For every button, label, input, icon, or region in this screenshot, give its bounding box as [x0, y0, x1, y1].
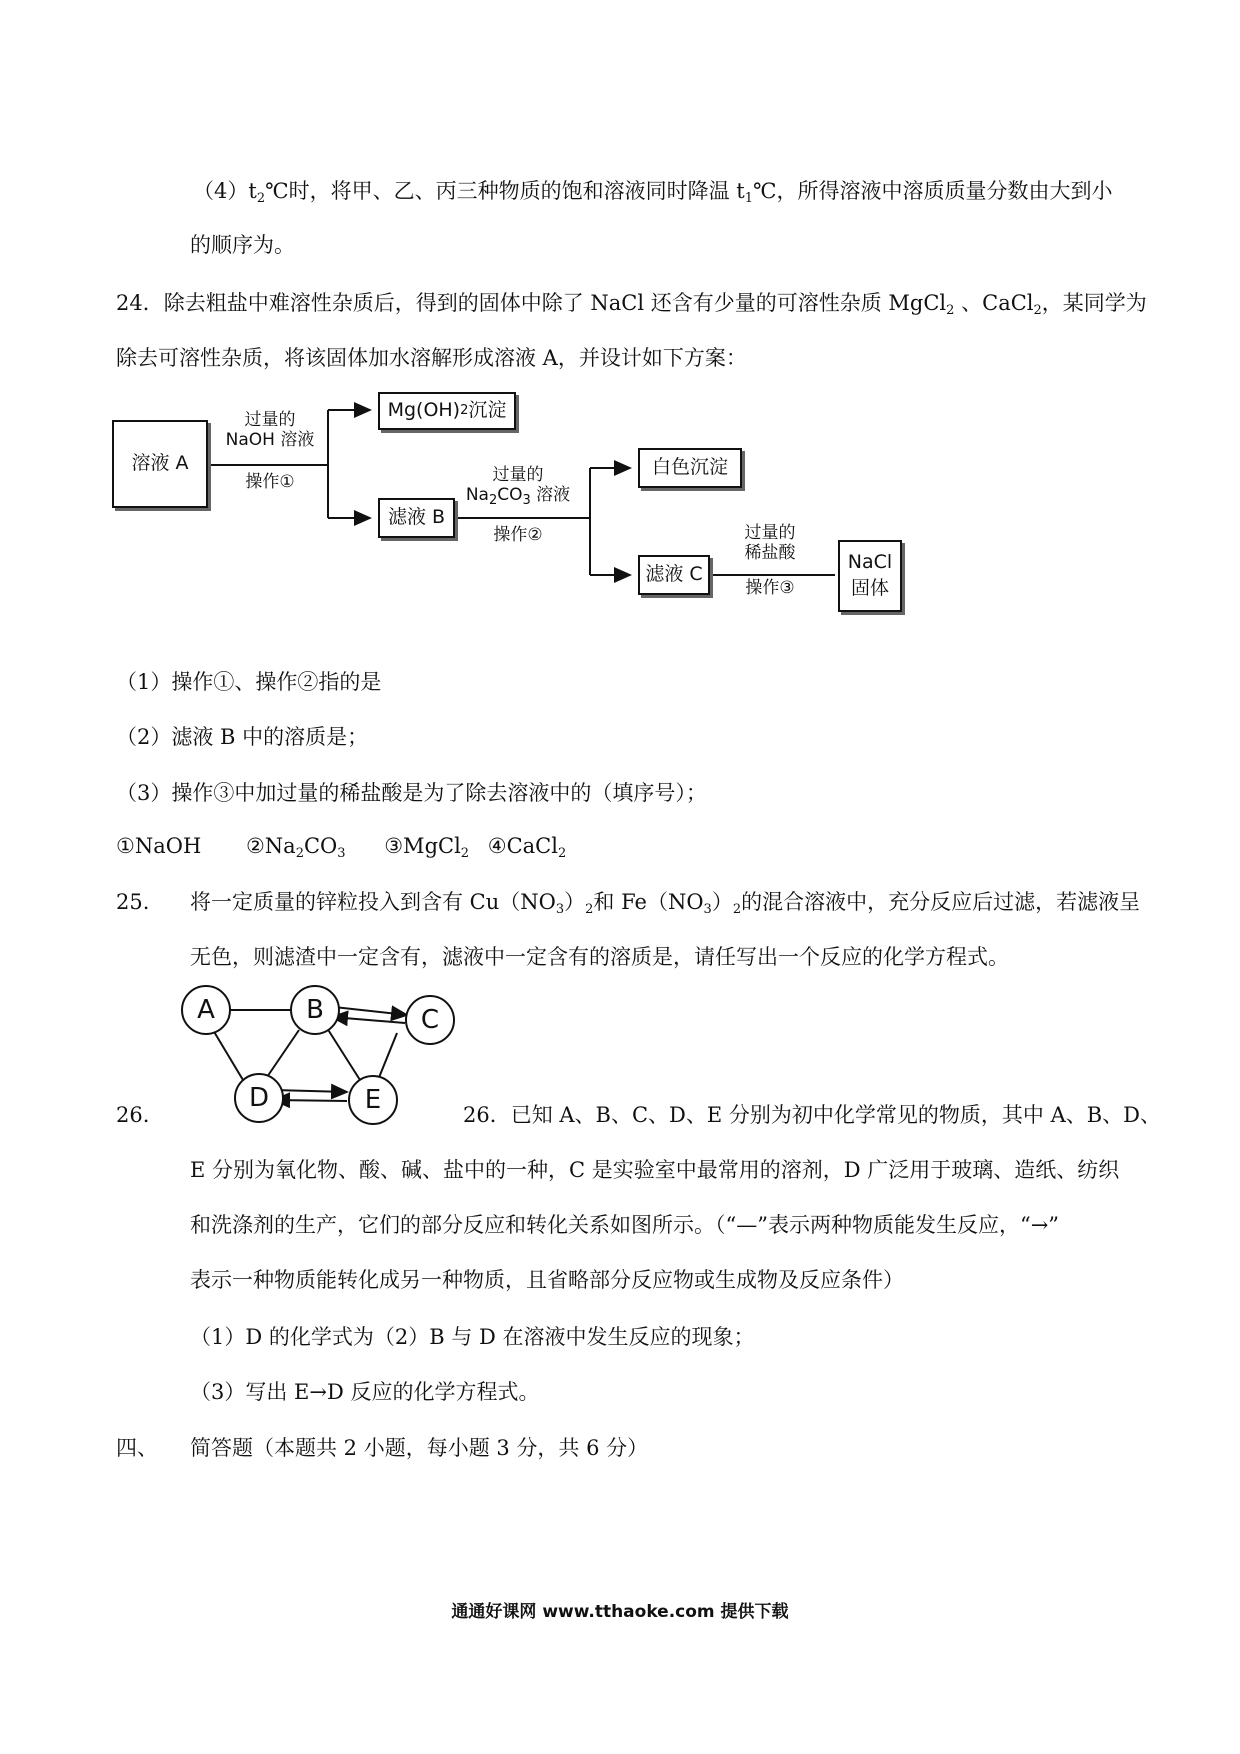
option-1: ①NaOH: [116, 834, 202, 858]
white-precipitate-box: 白色沉淀: [638, 448, 742, 488]
node-a: A: [181, 985, 231, 1035]
q25-number: 25.: [116, 890, 150, 914]
op1-label: 操作①: [245, 472, 295, 492]
q26-line1: 26．已知 A、B、C、D、E 分别为初中化学常见的物质，其中 A、B、D、: [463, 1103, 1162, 1127]
q26-number: 26.: [116, 1103, 150, 1127]
q25-line1: 将一定质量的锌粒投入到含有 $Cu(NO_3)_2$和 $Fe(NO_3)_2$的混合溶液中，充分反应后过滤，若滤液呈: [190, 890, 1141, 917]
section4-title: 简答题（本题共 2 小题，每小题 3 分，共 6 分）: [190, 1436, 649, 1460]
q26-sub1: （1）D 的化学式为（2）B 与 D 在溶液中发生反应的现象；: [190, 1325, 755, 1349]
q24-options: [116, 836, 566, 860]
q26-relation-diagram: [185, 985, 465, 1120]
op2-label: 操作②: [493, 525, 543, 545]
option-2: $②Na_2CO_3$: [245, 834, 346, 861]
op3-label: 操作③: [745, 578, 795, 598]
q24-line2: 除去可溶性杂质，将该固体加水溶解形成溶液 A，并设计如下方案：: [116, 346, 747, 370]
q24-sub2: （2）滤液 B 中的溶质是；: [116, 725, 369, 749]
q23-part4-line2: 的顺序为。: [190, 233, 295, 257]
solution-a-box: 溶液 A: [112, 420, 208, 508]
option-3: ③MgCl$_2$: [384, 834, 470, 861]
reagent3-label: 过量的 稀盐酸: [744, 523, 796, 564]
mgoh-precipitate-box: Mg(OH) 2 沉淀: [378, 392, 516, 430]
q26-line4: 表示一种物质能转化成另一种物质，且省略部分反应物或生成物及反应条件）: [190, 1268, 904, 1292]
q24-sub1: （1）操作①、操作②指的是: [116, 670, 382, 694]
q26-line2: E 分别为氧化物、酸、碱、盐中的一种，C 是实验室中最常用的溶剂，D 广泛用于玻璃、造纸、纺织: [190, 1158, 1120, 1182]
node-b: B: [290, 985, 340, 1035]
filtrate-c-box: 滤液 C: [638, 555, 710, 595]
section4-number: 四、: [116, 1436, 158, 1460]
q26-line3: 和洗涤剂的生产，它们的部分反应和转化关系如图所示。（“—”表示两种物质能发生反应，“→”: [190, 1213, 1060, 1237]
option-4: ④CaCl$_2$: [487, 834, 567, 861]
node-d: D: [234, 1073, 284, 1123]
nacl-solid-box: NaCl 固体: [838, 540, 902, 612]
page-footer: 通通好课网 www.tthaoke.com 提供下载: [451, 1602, 789, 1622]
q25-line2: 无色，则滤渣中一定含有，滤液中一定含有的溶质是，请任写出一个反应的化学方程式。: [190, 945, 1009, 969]
filtrate-b-box: 滤液 B: [378, 498, 455, 538]
q24-line1: 24．除去粗盐中难溶性杂质后，得到的固体中除了 NaCl 还含有少量的可溶性杂质 MgCl$_2$ 、CaCl$_2$，某同学为: [116, 291, 1147, 318]
node-c: C: [405, 995, 455, 1045]
q23-part4-line1: $(4)t_2℃$时，将甲、乙、丙三种物质的饱和溶液同时降温 $t_1℃$，所得溶液中溶质质量分数由大到小: [193, 179, 1113, 206]
q26-sub3: （3）写出 E→D 反应的化学方程式。: [190, 1380, 540, 1404]
reagent1-label: 过量的 NaOH 溶液: [225, 410, 315, 451]
reagent2-label: 过量的 $Na_2CO_3$ 溶液: [465, 465, 571, 509]
q24-sub3: （3）操作③中加过量的稀盐酸是为了除去溶液中的（填序号）；: [116, 781, 707, 805]
flow-diagram: [110, 390, 930, 630]
node-e: E: [348, 1075, 398, 1125]
